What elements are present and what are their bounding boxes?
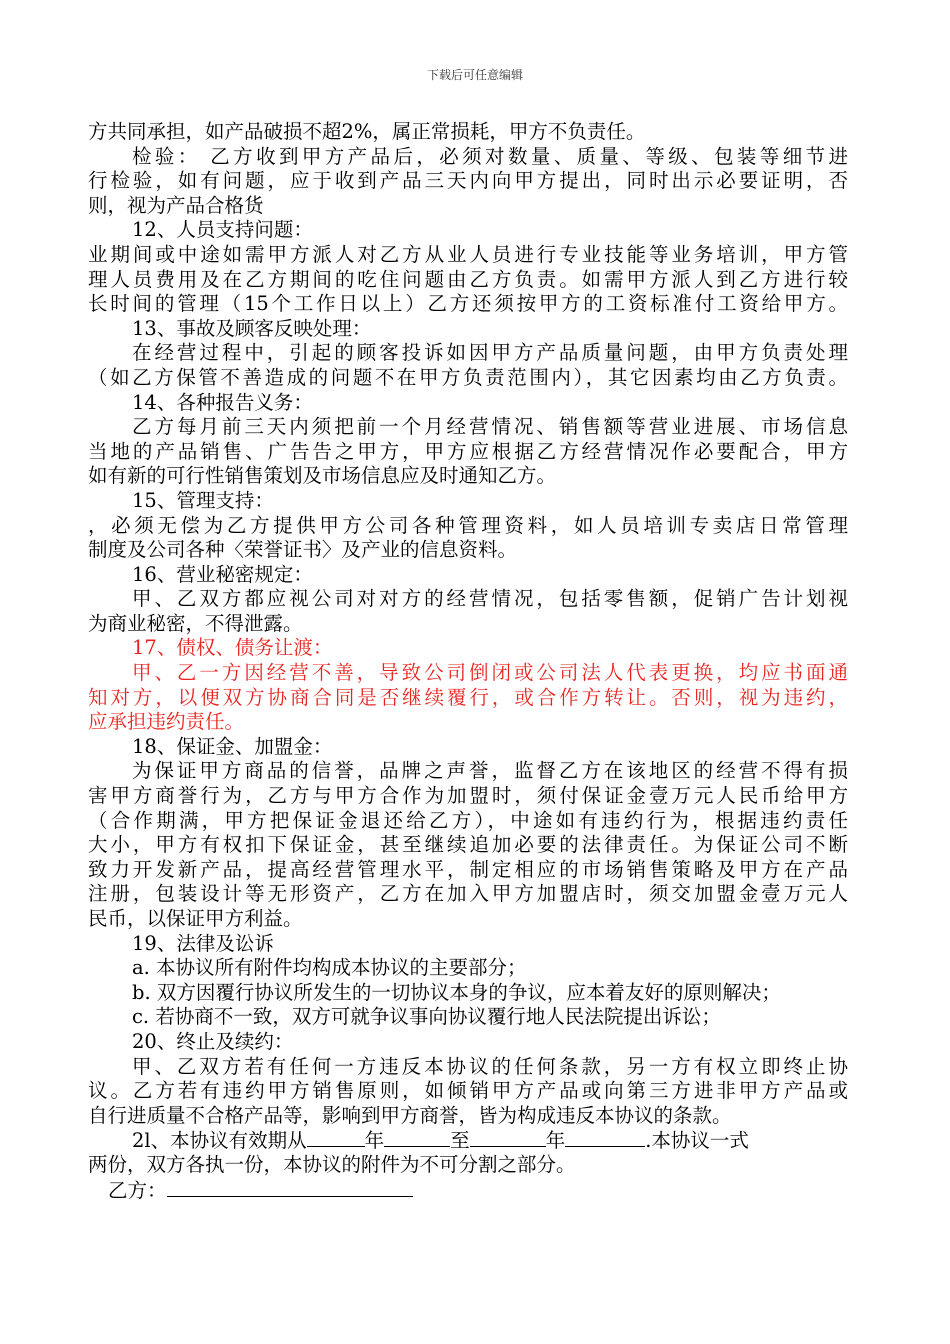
signature-label: 乙方： (108, 1178, 167, 1202)
text-line-highlighted: 应承担违约责任。 (88, 710, 245, 734)
text-line-highlighted: 甲、乙一方因经营不善，导致公司倒闭或公司法人代表更换，均应书面通 (132, 661, 848, 685)
text-line: 注册，包装设计等无形资产，乙方在加入甲方加盟店时，须交加盟金壹万元人 (88, 882, 848, 906)
text-line: 长时间的管理（15个工作日以上）乙方还须按甲方的工资标准付工资给甲方。 (88, 292, 848, 316)
text-line: （合作期满，甲方把保证金退还给乙方），中途如有违约行为，根据违约责任 (88, 808, 848, 832)
text-line: 则，视为产品合格货 (88, 193, 264, 217)
text-line: 行检验，如有问题，应于收到产品三天内向甲方提出，同时出示必要证明，否 (88, 169, 848, 193)
term-prefix: 2l、本协议有效期从 (132, 1129, 307, 1153)
text-line: 议。乙方若有违约甲方销售原则，如倾销甲方产品或向第三方进非甲方产品或 (88, 1079, 848, 1103)
section-heading-highlighted: 17、债权、债务让渡： (132, 636, 333, 660)
section-heading: 19、法律及讼诉 (132, 931, 274, 955)
text-line: 害甲方商誉行为，乙方与甲方合作为加盟时，须付保证金壹万元人民币给甲方 (88, 784, 848, 808)
text-line: 如有新的可行性销售策划及市场信息应及时通知乙方。 (88, 464, 557, 488)
term-to: 至 (450, 1129, 470, 1153)
term-line (88, 1128, 848, 1153)
text-line: 乙方每月前三天内须把前一个月经营情况、销售额等营业进展、市场信息 (132, 415, 848, 439)
text-line-highlighted: 知对方，以便双方协商合同是否继续覆行，或合作方转让。否则，视为违约， (88, 685, 848, 709)
text-line: 制度及公司各种〈荣誉证书〉及产业的信息资料。 (88, 538, 518, 562)
text-line: 为商业秘密，不得泄露。 (88, 611, 303, 635)
text-line: （如乙方保管不善造成的问题不在甲方负责范围内），其它因素均由乙方负责。 (88, 365, 848, 389)
text-line: 甲、乙双方都应视公司对对方的经营情况，包括零售额，促销广告计划视 (132, 587, 848, 611)
section-heading: 16、营业秘密规定： (132, 562, 313, 586)
text-line: 民币，以保证甲方利益。 (88, 907, 303, 930)
term-suffix: .本协议一式 (645, 1129, 749, 1153)
contract-body (88, 120, 848, 1202)
blank-start-year (307, 1128, 365, 1147)
list-item: b. 双方因覆行协议所发生的一切协议本身的争议，应本着友好的原则解决； (132, 980, 781, 1004)
text-line: 甲、乙双方若有任何一方违反本协议的任何条款，另一方有权立即终止协 (132, 1054, 848, 1078)
text-line: 理人员费用及在乙方期间的吃住问题由乙方负责。如需甲方派人到乙方进行较 (88, 267, 848, 291)
term-year-1: 年 (364, 1129, 385, 1153)
text-line: 业期间或中途如需甲方派人对乙方从业人员进行专业技能等业务培训，甲方管 (88, 242, 848, 266)
blank-start-date (384, 1128, 450, 1147)
section-heading: 12、人员支持问题： (132, 218, 313, 242)
text-line: 为保证甲方商品的信誉，品牌之声誉，监督乙方在该地区的经营不得有损 (132, 759, 848, 783)
list-item: a. 本协议所有附件均构成本协议的主要部分； (132, 956, 527, 980)
signature-blank (167, 1178, 413, 1197)
list-item: c. 若协商不一致，双方可就争议事向协议覆行地人民法院提出诉讼； (132, 1005, 721, 1029)
section-heading: 14、各种报告义务： (132, 390, 313, 414)
blank-end-year (470, 1128, 546, 1147)
text-line: ，必须无偿为乙方提供甲方公司各种管理资料，如人员培训专卖店日常管理 (88, 513, 848, 537)
blank-end-date (565, 1128, 645, 1147)
text-line: 在经营过程中，引起的顾客投诉如因甲方产品质量问题，由甲方负责处理 (132, 341, 848, 365)
text-line: 两份，双方各执一份，本协议的附件为不可分割之部分。 (88, 1152, 576, 1176)
text-line: 大小，甲方有权扣下保证金，甚至继续追加必要的法律责任。为保证公司不断 (88, 833, 848, 857)
section-heading: 18、保证金、加盟金： (132, 734, 333, 758)
page-header: 下载后可任意编辑 (426, 68, 523, 82)
text-line: 检验： 乙方收到甲方产品后，必须对数量、质量、等级、包装等细节进 (132, 144, 848, 168)
text-line: 方共同承担，如产品破损不超2%，属正常损耗，甲方不负责任。 (88, 120, 646, 143)
text-line: 自行进质量不合格产品等，影响到甲方商誉，皆为构成违反本协议的条款。 (88, 1103, 732, 1127)
signature-line (88, 1178, 848, 1203)
text-line: 当地的产品销售、广告告之甲方，甲方应根据乙方经营情况作必要配合，甲方 (88, 439, 848, 463)
text-line: 致力开发新产品，提高经营管理水平，制定相应的市场销售策略及甲方在产品 (88, 857, 848, 881)
term-year-2: 年 (545, 1129, 566, 1153)
section-heading: 13、事故及顾客反映处理： (132, 316, 372, 340)
section-heading: 20、终止及续约： (132, 1029, 294, 1053)
section-heading: 15、管理支持： (132, 488, 274, 512)
